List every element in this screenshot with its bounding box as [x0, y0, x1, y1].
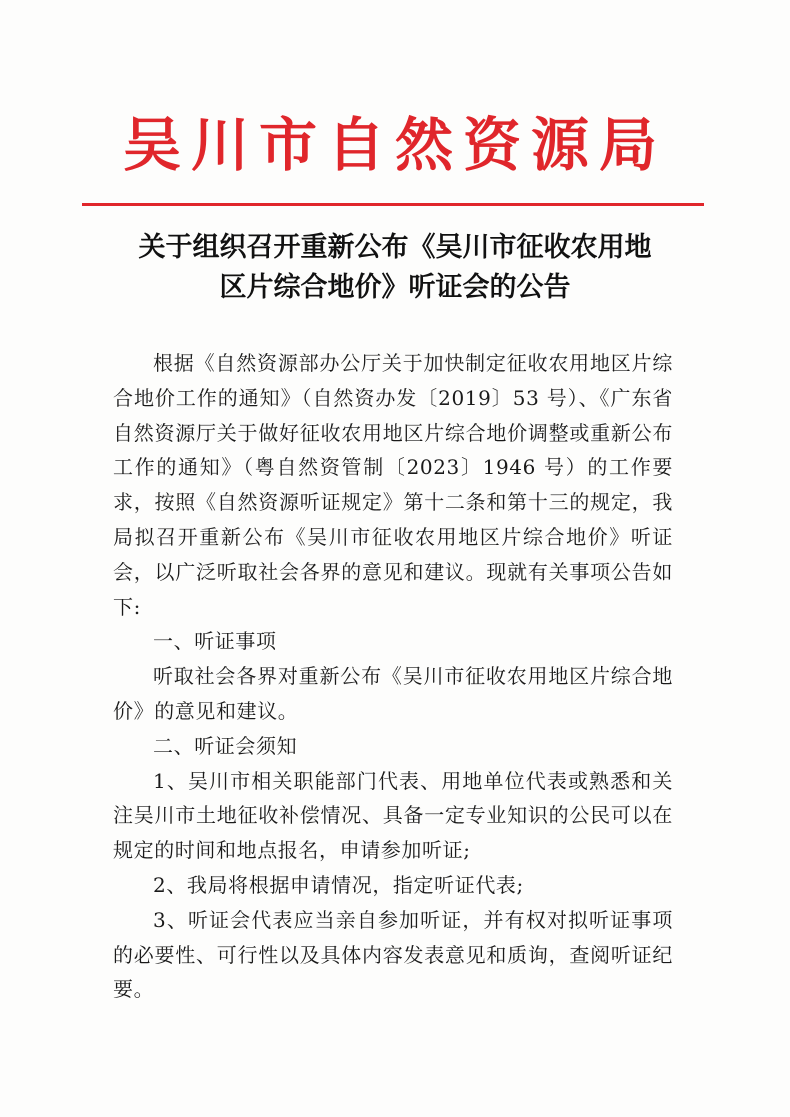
document-body [113, 346, 673, 1007]
notice-item-2: 2、我局将根据申请情况，指定听证代表; [153, 872, 524, 897]
document-title [60, 228, 730, 308]
section-heading-hearing-notice: 二、听证会须知 [153, 733, 298, 758]
hearing-matters-paragraph: 听取社会各界对重新公布《吴川市征收农用地区片综合地价》的意见和建议。 [113, 664, 673, 723]
org-header-title: 吴川市自然资源局 [122, 111, 667, 179]
document-title-line-1: 关于组织召开重新公布《吴川市征收农用地 [138, 232, 652, 263]
notice-item-1: 1、吴川市相关职能部门代表、用地单位代表或熟悉和关注吴川市土地征收补偿情况、具备一定专业知识的公民可以在规定的时间和地点报名，申请参加听证; [113, 768, 673, 863]
red-divider-line [82, 203, 704, 206]
section-heading-hearing-matters: 一、听证事项 [153, 629, 277, 654]
document-title-line-2: 区片综合地价》听证会的公告 [219, 272, 571, 303]
intro-paragraph: 根据《自然资源部办公厅关于加快制定征收农用地区片综合地价工作的通知》（自然资办发〔2019〕53 号）、《广东省自然资源厅关于做好征收农用地区片综合地价调整或重新公布工作的通知》（粤自然资管制〔2023〕1946 号）的工作要求，按照《自然资源听证规定》第十二条和第十三的规定，我局拟召开重新公布《吴川市征收农用地区片综合地价》听证会，以广泛听取社会各界的意见和建议。现就有关事项公告如下: [113, 351, 673, 619]
notice-item-3: 3、听证会代表应当亲自参加听证，并有权对拟听证事项的必要性、可行性以及具体内容发表意见和质询，查阅听证纪要。 [113, 907, 673, 1002]
